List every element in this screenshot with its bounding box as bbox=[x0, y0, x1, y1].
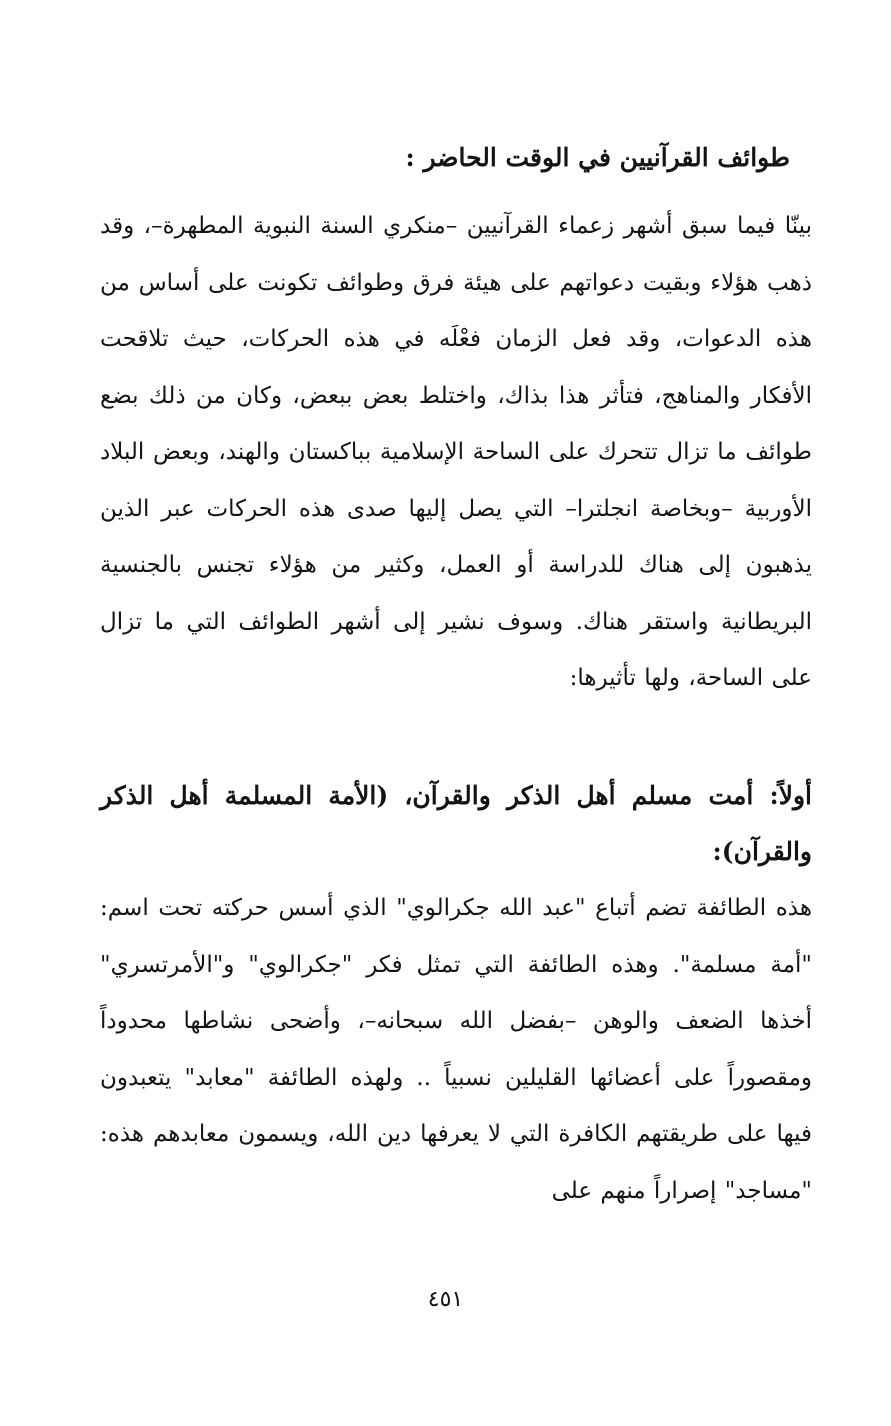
paragraph-first-sect: هذه الطائفة تضم أتباع "عبد الله جكرالوي" الذي أسس حركته تحت اسم: "أمة مسلمة". وهذه الطائفة التي تمثل فكر "جكرالوي" و"الأمرتسري" أخذها الضعف والوهن –بفضل الله سبحانه–، وأضحى نشاطها محدوداً ومقصوراً على أعضائها القليلين نسبياً .. ولهذه الطائفة "معابد" يتعبدون فيها على طريقتهم الكافرة التي لا يعرفها دين الله، ويسمون معابدهم هذه: "مساجد" إصراراً منهم على bbox=[100, 895, 812, 1204]
section-heading: طوائف القرآنيين في الوقت الحاضر : bbox=[405, 143, 790, 172]
page-number: ٤٥١ bbox=[427, 1287, 464, 1312]
subsection-heading: أولاً: أمت مسلم أهل الذكر والقرآن، (الأمة المسلمة أهل الذكر والقرآن): bbox=[100, 781, 812, 866]
paragraph-intro: بينّا فيما سبق أشهر زعماء القرآنيين –منكري السنة النبوية المطهرة–، وقد ذهب هؤلاء وبقيت دعواتهم على هيئة فرق وطوائف تكونت على أساس من هذه الدعوات، وقد فعل الزمان فعْلَه في هذه الحركات، حيث تلاقحت الأفكار والمناهج، فتأثر هذا بذاك، واختلط بعض ببعض، وكان من ذلك بضع طوائف ما تزال تتحرك على الساحة الإسلامية بباكستان والهند، وبعض البلاد الأوربية –وبخاصة انجلترا– التي يصل إليها صدى هذه الحركات عبر الذين يذهبون إلى هناك للدراسة أو العمل، وكثير من هؤلاء تجنس بالجنسية البريطانية واستقر هناك. وسوف نشير إلى أشهر الطوائف التي ما تزال على الساحة، ولها تأثيرها: bbox=[100, 213, 812, 691]
